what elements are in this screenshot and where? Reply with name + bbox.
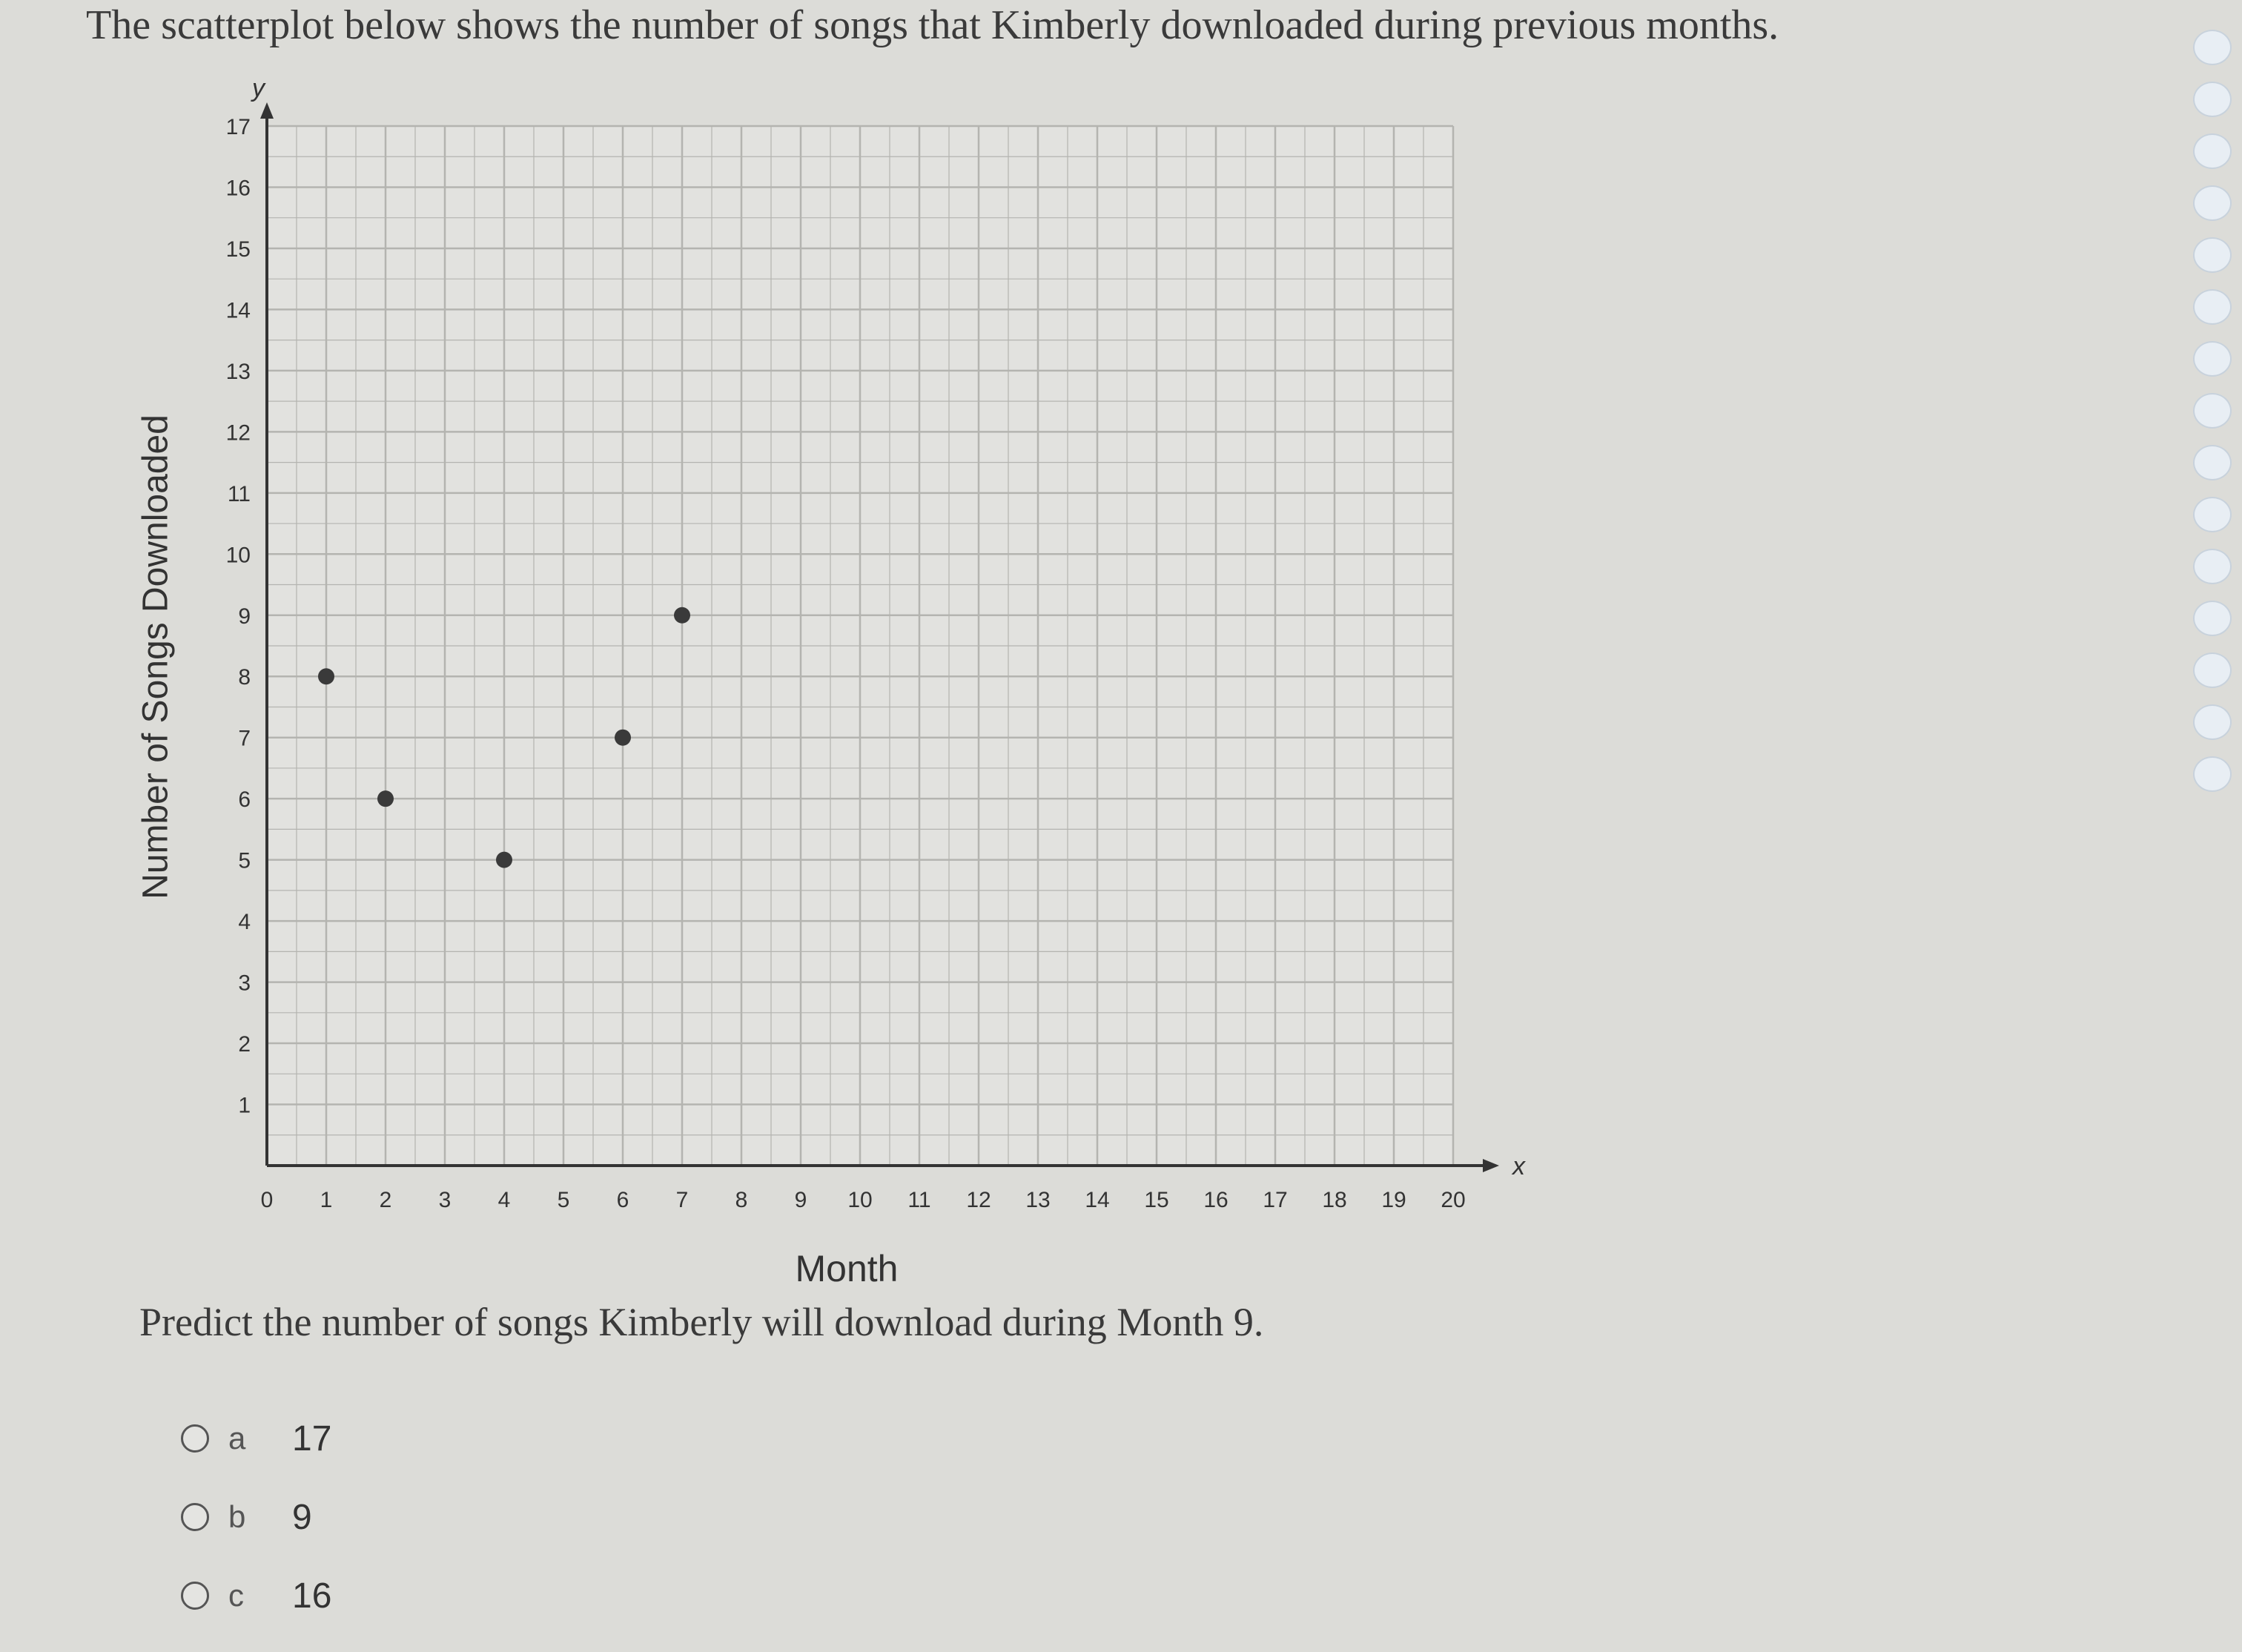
nav-dot-icon[interactable]	[2193, 652, 2232, 688]
x-tick-label: 6	[616, 1188, 629, 1212]
nav-dot-icon[interactable]	[2193, 704, 2232, 740]
y-axis-letter: y	[252, 74, 265, 102]
y-tick-label: 12	[225, 420, 251, 446]
x-axis-title: Month	[795, 1248, 899, 1289]
x-tick-label: 9	[794, 1188, 807, 1212]
data-point	[318, 668, 334, 684]
x-tick-label: 0	[260, 1188, 274, 1212]
y-tick-label: 3	[238, 971, 251, 996]
choice-letter: c	[228, 1578, 244, 1613]
x-axis-letter: x	[1512, 1152, 1525, 1180]
x-tick-label: 16	[1203, 1188, 1229, 1212]
x-tick-label: 17	[1263, 1188, 1288, 1212]
y-tick-label: 10	[225, 543, 251, 568]
y-tick-label: 14	[225, 298, 251, 323]
y-axis-arrow-icon	[260, 102, 274, 119]
nav-dot-icon[interactable]	[2193, 445, 2232, 480]
nav-dot-icon[interactable]	[2193, 185, 2232, 221]
nav-dot-icon[interactable]	[2193, 601, 2232, 636]
y-tick-label: 9	[238, 604, 251, 629]
x-tick-label: 8	[735, 1188, 748, 1212]
x-tick-label: 7	[675, 1188, 689, 1212]
radio-button-icon[interactable]	[181, 1503, 209, 1531]
choice-c[interactable]	[181, 1573, 331, 1618]
nav-dot-icon[interactable]	[2193, 756, 2232, 792]
y-tick-label: 5	[238, 848, 251, 873]
nav-dot-icon[interactable]	[2193, 393, 2232, 429]
y-tick-label: 13	[225, 359, 251, 384]
y-tick-label: 17	[225, 115, 251, 139]
x-tick-label: 14	[1085, 1188, 1110, 1212]
nav-dot-icon[interactable]	[2193, 497, 2232, 532]
question-prompt: Predict the number of songs Kimberly will download during Month 9.	[139, 1300, 1264, 1344]
y-tick-label: 8	[238, 665, 251, 690]
x-tick-label: 11	[907, 1188, 931, 1212]
y-axis-title: Number of Songs Downloaded	[136, 414, 176, 899]
x-tick-label: 2	[379, 1188, 392, 1212]
nav-dot-icon[interactable]	[2193, 341, 2232, 377]
x-tick-label: 15	[1144, 1188, 1169, 1212]
x-tick-label: 19	[1381, 1188, 1406, 1212]
x-tick-label: 18	[1322, 1188, 1347, 1212]
y-tick-label: 15	[225, 237, 251, 262]
x-axis-arrow-icon	[1483, 1159, 1499, 1172]
nav-dot-icon[interactable]	[2193, 549, 2232, 584]
x-tick-label: 10	[847, 1188, 873, 1212]
nav-dot-icon[interactable]	[2193, 289, 2232, 325]
data-point	[615, 730, 631, 746]
x-tick-label: 4	[497, 1188, 511, 1212]
choice-b[interactable]	[181, 1495, 331, 1539]
question-text: The scatterplot below shows the number of songs that Kimberly downloaded during previous months.	[86, 2, 1779, 48]
choice-value: 17	[292, 1418, 332, 1458]
y-tick-label: 16	[225, 176, 251, 201]
nav-dot-icon[interactable]	[2193, 237, 2232, 273]
x-tick-label: 12	[966, 1188, 991, 1212]
y-tick-label: 1	[238, 1093, 251, 1118]
nav-dot-icon[interactable]	[2193, 133, 2232, 169]
y-tick-label: 6	[238, 787, 251, 813]
nav-dot-icon[interactable]	[2193, 82, 2232, 117]
answer-choices	[181, 1416, 331, 1652]
x-tick-label: 13	[1025, 1188, 1051, 1212]
x-tick-label: 3	[438, 1188, 452, 1212]
choice-letter: b	[228, 1499, 246, 1534]
y-tick-label: 4	[238, 910, 251, 935]
question-navigator	[2198, 30, 2242, 801]
radio-button-icon[interactable]	[181, 1424, 209, 1453]
x-tick-label: 1	[320, 1188, 333, 1212]
data-point	[377, 790, 394, 807]
chart-grid	[267, 126, 1453, 1166]
choice-value: 9	[292, 1497, 312, 1537]
data-point	[674, 607, 690, 624]
choice-letter: a	[228, 1421, 246, 1456]
x-tick-label: 20	[1441, 1188, 1466, 1212]
x-tick-label: 5	[557, 1188, 570, 1212]
nav-dot-icon[interactable]	[2193, 30, 2232, 65]
choice-a[interactable]	[181, 1416, 331, 1461]
data-point	[496, 852, 512, 868]
y-tick-label: 7	[238, 726, 251, 751]
y-tick-label: 2	[238, 1032, 251, 1057]
radio-button-icon[interactable]	[181, 1582, 209, 1610]
y-tick-label: 11	[227, 481, 251, 506]
choice-value: 16	[292, 1576, 332, 1616]
